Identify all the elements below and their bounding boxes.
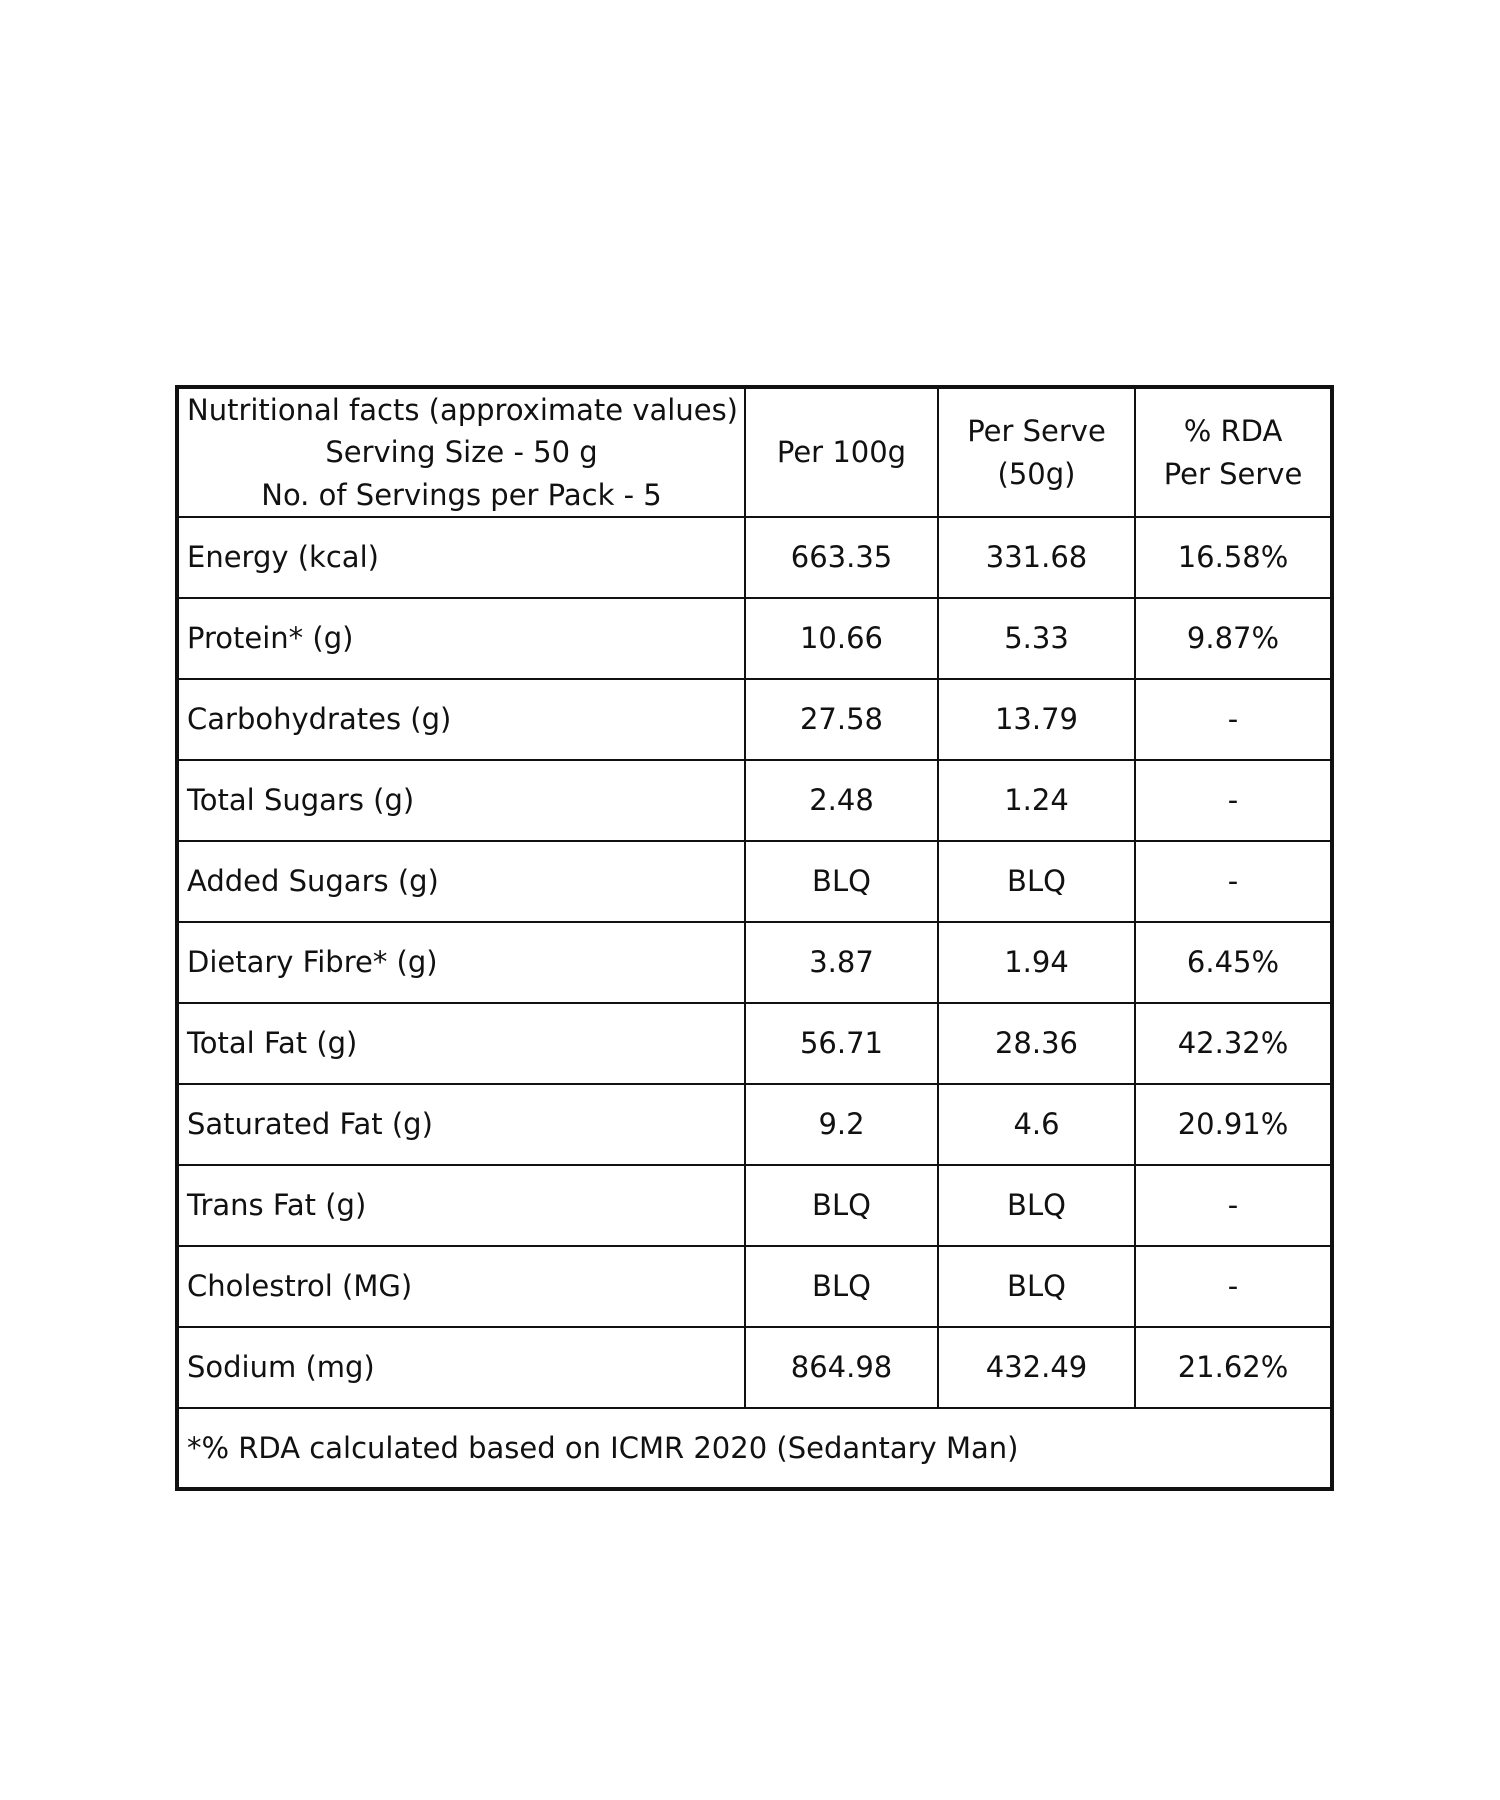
value-per-serve: 13.79 [938, 679, 1135, 760]
value-per-serve: 5.33 [938, 598, 1135, 679]
value-per-100g: 9.2 [745, 1084, 938, 1165]
value-per-serve: BLQ [938, 1246, 1135, 1327]
header-per-serve-line-1: Per Serve [967, 414, 1106, 449]
header-servings-per-pack: No. of Servings per Pack - 5 [261, 477, 662, 512]
header-serving-size: Serving Size - 50 g [325, 435, 598, 470]
header-nutritional-facts [177, 387, 745, 517]
header-per-serve [938, 387, 1135, 517]
value-per-serve: 432.49 [938, 1327, 1135, 1408]
nutrient-name: Saturated Fat (g) [177, 1084, 745, 1165]
value-rda: - [1135, 841, 1332, 922]
nutrient-name: Carbohydrates (g) [177, 679, 745, 760]
nutrient-name: Sodium (mg) [177, 1327, 745, 1408]
value-per-serve: 28.36 [938, 1003, 1135, 1084]
value-per-100g: 56.71 [745, 1003, 938, 1084]
value-rda: 6.45% [1135, 922, 1332, 1003]
value-per-100g: 2.48 [745, 760, 938, 841]
value-per-serve: 4.6 [938, 1084, 1135, 1165]
value-per-100g: BLQ [745, 1246, 938, 1327]
table-row-total-sugars [177, 760, 1332, 841]
table-row-sodium [177, 1327, 1332, 1408]
nutrient-name: Cholestrol (MG) [177, 1246, 745, 1327]
table-header-row [177, 387, 1332, 517]
value-per-serve: 331.68 [938, 517, 1135, 598]
header-rda-line-2: Per Serve [1163, 456, 1303, 491]
nutrient-name: Dietary Fibre* (g) [177, 922, 745, 1003]
table-row-carbohydrates [177, 679, 1332, 760]
nutrient-name: Added Sugars (g) [177, 841, 745, 922]
table-row-total-fat [177, 1003, 1332, 1084]
value-rda: 9.87% [1135, 598, 1332, 679]
table-row-trans-fat [177, 1165, 1332, 1246]
value-per-100g: 864.98 [745, 1327, 938, 1408]
value-per-serve: 1.94 [938, 922, 1135, 1003]
table-row-dietary-fibre [177, 922, 1332, 1003]
value-rda: - [1135, 1246, 1332, 1327]
footnote: *% RDA calculated based on ICMR 2020 (Sedantary Man) [177, 1408, 1332, 1489]
value-per-serve: BLQ [938, 841, 1135, 922]
header-per-serve-line-2: (50g) [997, 456, 1076, 491]
nutrient-name: Total Sugars (g) [177, 760, 745, 841]
nutrient-name: Total Fat (g) [177, 1003, 745, 1084]
table-row-saturated-fat [177, 1084, 1332, 1165]
value-per-100g: 27.58 [745, 679, 938, 760]
table-row-energy [177, 517, 1332, 598]
value-per-100g: BLQ [745, 841, 938, 922]
value-rda: - [1135, 1165, 1332, 1246]
nutrient-name: Protein* (g) [177, 598, 745, 679]
value-rda: 21.62% [1135, 1327, 1332, 1408]
table-row-cholestrol [177, 1246, 1332, 1327]
value-per-100g: 663.35 [745, 517, 938, 598]
header-title: Nutritional facts (approximate values) [187, 393, 738, 428]
value-rda: - [1135, 760, 1332, 841]
table-row-added-sugars [177, 841, 1332, 922]
value-per-100g: 10.66 [745, 598, 938, 679]
value-rda: 42.32% [1135, 1003, 1332, 1084]
nutrient-name: Energy (kcal) [177, 517, 745, 598]
value-per-100g: 3.87 [745, 922, 938, 1003]
header-rda-line-1: % RDA [1183, 414, 1283, 449]
footnote-row [177, 1408, 1332, 1489]
value-per-serve: BLQ [938, 1165, 1135, 1246]
value-rda: - [1135, 679, 1332, 760]
value-per-serve: 1.24 [938, 760, 1135, 841]
header-per-100g: Per 100g [745, 387, 938, 517]
value-rda: 16.58% [1135, 517, 1332, 598]
table-row-protein [177, 598, 1332, 679]
value-rda: 20.91% [1135, 1084, 1332, 1165]
value-per-100g: BLQ [745, 1165, 938, 1246]
nutrition-facts-table [175, 385, 1334, 1491]
nutrient-name: Trans Fat (g) [177, 1165, 745, 1246]
header-rda [1135, 387, 1332, 517]
